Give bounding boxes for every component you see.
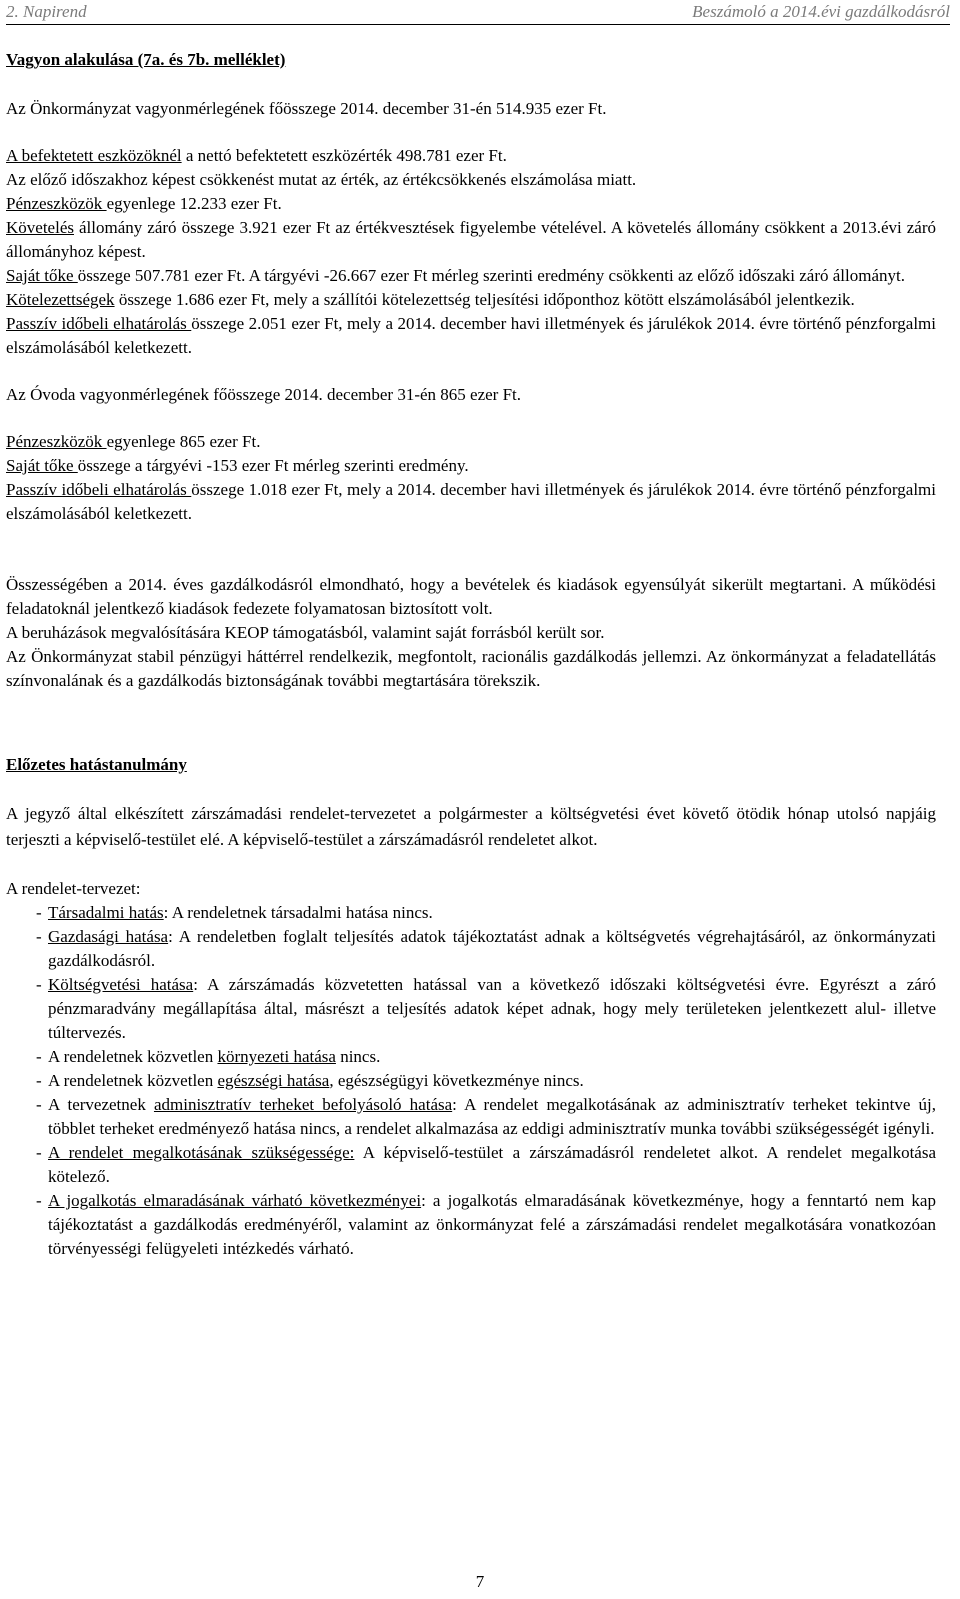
list-item: - Gazdasági hatása: A rendeletben foglalt teljesítés adatok tájékoztatást adnak a költségvetés végrehajtásáról, az önkormányzati gazdálkodásról.	[36, 927, 936, 970]
header-report-title: Beszámoló a 2014.évi gazdálkodásról	[692, 2, 950, 21]
list-item: - A rendelet megalkotásának szükségessége: A képviselő-testület a zárszámadásról rendeletet alkot. A rendelet megalkotása kötelező.	[36, 1143, 937, 1186]
befektetett-text: a nettó befektetett eszközérték 498.781 ezer Ft.	[181, 146, 507, 165]
rendelet-intro: A rendelet-tervezet:	[6, 879, 141, 898]
kovetel-text: állomány záró összege 3.921 ezer Ft az értékvesztések figyelembe vételével. A követelés állomány csökkent a 2013.évi záró állományhoz képest.	[6, 218, 936, 261]
elozetes-p1: A jegyző által elkészített zárszámadási rendelet-tervezetet a polgármester a költségvetési évet követő ötödik hónap utolsó napjáig terjeszti a képviselő-testület elé. A képviselő-testület a zárszámadásról rendeletet alkot.	[6, 804, 936, 849]
penz-line	[6, 192, 936, 216]
impact-list	[6, 901, 936, 1261]
summary-p1: Összességében a 2014. éves gazdálkodásról elmondható, hogy a bevételek és kiadások egyensúlyát sikerült megtartani. A működési feladatoknál jelentkező kiadások fedezete folyamatosan biztosított volt.	[6, 575, 936, 618]
list-item: - A jogalkotás elmaradásának várható következményei: a jogalkotás elmaradásának következménye, hogy a fenntartó nem kap tájékoztatást a gazdálkodás eredményéről, valamint az önkormányzat felé a zárszámadási rendelet megalkotására vonatkozóan törvényességi felügyeleti intézkedés várható.	[36, 1191, 936, 1258]
penz-text: egyenlege 12.233 ezer Ft.	[106, 194, 282, 213]
page-number: 7	[475, 1572, 485, 1591]
kotel-text: összege 1.686 ezer Ft, mely a szállítói kötelezettség teljesítési időponthoz kötött elszámolásából jelentkezik.	[114, 290, 855, 309]
ovoda-total: Az Óvoda vagyonmérlegének főösszege 2014. december 31-én 865 ezer Ft.	[6, 385, 522, 404]
ovoda-toke-line	[6, 454, 936, 478]
page-header	[6, 0, 950, 25]
toke-text: összege 507.781 ezer Ft. A tárgyévi -26.667 ezer Ft mérleg szerinti eredmény csökkenti az előző időszaki záró állományt.	[77, 266, 905, 285]
passziv-line	[6, 312, 936, 360]
ovoda-passziv-text: összege 1.018 ezer Ft, mely a 2014. december havi illetmények és járulékok 2014. évre történő pénzforgalmi elszámolásából keletkezett.	[6, 480, 936, 523]
list-item: - Költségvetési hatása: A zárszámadás közvetetten hatással van a következő időszaki költségvetési évre. Egyrészt a záró pénzmaradvány megállapítása által, másrészt a teljesítés adatok képet adnak, hogy mely területeken jelentkezett alul- illetve túltervezés.	[36, 975, 936, 1042]
header-agenda: 2. Napirend	[6, 2, 87, 21]
section-title-elozetes: Előzetes hatástanulmány	[6, 755, 187, 774]
ovoda-passziv-label: Passzív időbeli elhatárolás	[6, 480, 192, 499]
befektetett-label: A befektetett eszközöknél	[6, 146, 182, 165]
penz-label: Pénzeszközök	[6, 194, 107, 213]
kotel-label: Kötelezettségek	[6, 290, 115, 309]
list-item: - A rendeletnek közvetlen egészségi hatása, egészségügyi következménye nincs.	[36, 1071, 584, 1090]
summary-p2: A beruházások megvalósítására KEOP támogatásból, valamint saját forrásból került sor.	[6, 623, 605, 642]
ovoda-toke-label: Saját tőke	[6, 456, 78, 475]
vagyon-total: Az Önkormányzat vagyonmérlegének főösszege 2014. december 31-én 514.935 ezer Ft.	[6, 99, 607, 118]
list-item: - Társadalmi hatás: A rendeletnek társadalmi hatása nincs.	[36, 903, 433, 922]
list-item: - A tervezetnek adminisztratív terheket befolyásoló hatása: A rendelet megalkotásának az adminisztratív terheket tekintve új, többlet terheket eredményező hatása nincs, a rendelet alkalmazása az eddigi adminisztratív munka további szükségességét igényli.	[36, 1095, 936, 1138]
ovoda-penz-line	[6, 430, 936, 454]
ovoda-penz-text: egyenlege 865 ezer Ft.	[106, 432, 261, 451]
befektetett-line	[6, 144, 936, 168]
ovoda-toke-text: összege a tárgyévi -153 ezer Ft mérleg szerinti eredmény.	[77, 456, 469, 475]
passziv-text: összege 2.051 ezer Ft, mely a 2014. december havi illetmények és járulékok 2014. évre történő pénzforgalmi elszámolásából keletkezett.	[6, 314, 936, 357]
ovoda-penz-label: Pénzeszközök	[6, 432, 107, 451]
summary-p3: Az Önkormányzat stabil pénzügyi háttérrel rendelkezik, megfontolt, racionális gazdálkodás jellemzi. Az önkormányzat a feladatellátás színvonalának és a gazdálkodás biztonságának további megtartására törekszik.	[6, 647, 936, 690]
toke-label: Saját tőke	[6, 266, 78, 285]
list-item: - A rendeletnek közvetlen környezeti hatása nincs.	[36, 1047, 381, 1066]
kovetel-line	[6, 216, 936, 264]
toke-line	[6, 264, 936, 288]
ovoda-passziv-line	[6, 478, 936, 526]
passziv-label: Passzív időbeli elhatárolás	[6, 314, 192, 333]
document-body	[6, 48, 936, 1261]
elozo-line: Az előző időszakhoz képest csökkenést mutat az érték, az értékcsökkenés elszámolása miatt.	[6, 170, 637, 189]
section-title-vagyon: Vagyon alakulása (7a. és 7b. melléklet)	[6, 50, 286, 69]
kovetel-label: Követelés	[6, 218, 74, 237]
kotel-line	[6, 288, 936, 312]
